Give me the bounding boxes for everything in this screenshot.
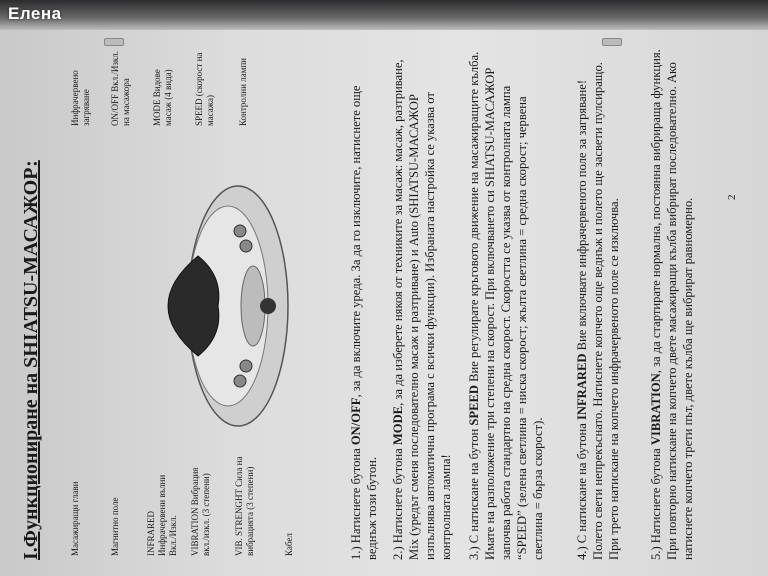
instruction-paragraph: 5.) Натиснете бутона VIBRATION, за да стартирате нормална, постоянна вибрираща функция. При повторно натискане на копчето двете масажиращи кълба вибрират последователно. Ако натиснете копчето трети път, двете кълба ще вибрират равномерно. <box>649 49 695 560</box>
label-mode: MODE Видове масаж (4 вида) <box>152 69 173 126</box>
label-speed: SPEED (скорост на масажа) <box>194 52 215 126</box>
label-control-lamps: Контролни лампи <box>238 58 248 126</box>
label-infrared: INFRARED Инфрачервени вълни Вкл./Изкл. <box>146 474 178 556</box>
binder-spine <box>0 0 768 30</box>
page-title: І.Функциониране на SHIATSU-МАСАЖОР: <box>20 160 42 560</box>
label-onoff: ON/OFF Вкл./Изкл. на масажора <box>110 50 131 126</box>
instruction-paragraph: 1.) Натиснете бутона ON/OFF, за да включите уреда. За да го изключите, натиснете още веднъж този бутон. <box>349 85 379 560</box>
label-vib-strength: VIB. STRENGHT Сила на вибрацията (3 степени) <box>234 456 255 556</box>
instruction-paragraph: 2.) Натиснете бутона MODE, за да изберете някоя от техниките за масаж: масаж, разтриване, Mix (уредът сменя последователно масаж и разтриване) и Auto (SHIATSU-МАСАЖОР изпълнява автоматична програма с всички функции). Избраната настройка се указва от контролната лампа! <box>391 59 453 560</box>
instruction-paragraph: 3.) С натискане на бутон SPEED Вие регулирате кръговото движение на масажиращите кълба. Имате на разположение три степени на скорост. При включването си SHIATSU-МАСАЖОР започва работа стандартно на средна скорост. Скоростта се указва от контролната лампа “SPEED” (зелена светлина = ниска скорост; жълта светлина = средна скорост; червена светлина = бърза скорост). <box>467 51 545 560</box>
label-infrared-heating: Инфрачервено загряване <box>70 70 91 126</box>
massager-illustration-icon <box>128 166 298 446</box>
binder-clip-icon <box>104 38 124 46</box>
label-cable: Кабел <box>284 533 294 556</box>
label-magnetic-field: Магнитно поле <box>110 497 120 556</box>
manual-page <box>18 46 748 566</box>
instruction-paragraph: 4.) С натискане на бутона INFRARED Вие включвате инфрачервеното поле за загряване! Полето свети непрекъснато. Натиснете копчето още веднъж и полето ще засвети пулсиращо. При трето натискане на копчето инфрачервеното поле се изключва. <box>575 62 621 560</box>
page-number: 2 <box>726 194 738 200</box>
label-massage-heads: Масажиращи глави <box>70 481 80 556</box>
binder-clip-icon <box>602 38 622 46</box>
watermark: Елена <box>8 4 62 23</box>
label-vibration: VIBRATION Вибрация вкл./изкл. (3 степени) <box>190 467 211 556</box>
